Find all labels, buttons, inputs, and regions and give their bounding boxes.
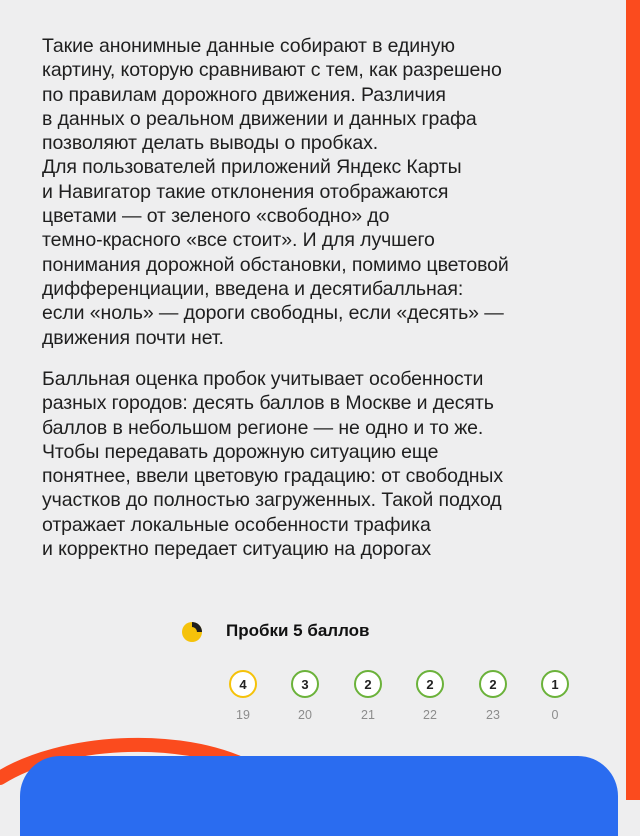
score-badge: 4	[229, 670, 257, 698]
article-paragraph-2: Балльная оценка пробок учитывает особенности разных городов: десять баллов в Москве и десять баллов в небольшом регионе — не одно и то же. Чтобы передавать дорожную ситуацию еще понятнее, ввели цветовую градацию: от свободных участков до полностью загруженных. Такой подход отражает локальные особенности трафика и корректно передает ситуацию на дорогах	[42, 368, 503, 561]
hour-label: 21	[361, 708, 375, 722]
hour-label: 0	[551, 708, 559, 722]
forecast-item	[410, 670, 450, 722]
forecast-item	[348, 670, 388, 722]
forecast-item	[535, 670, 575, 722]
forecast-item	[285, 670, 325, 722]
bottom-blue-card	[20, 756, 618, 836]
score-badge: 2	[479, 670, 507, 698]
traffic-score-title: Пробки 5 баллов	[226, 621, 370, 640]
traffic-light-icon	[180, 620, 204, 644]
article-paragraph-1: Такие анонимные данные собирают в единую картину, которую сравнивают с тем, как разрешено по правилам дорожного движения. Различия в данных о реальном движении и данных графа позволяют делать выводы о пробках. Для пользователей приложений Яндекс Карты и Навигатор такие отклонения отображаются цветами — от зеленого «свободно» до темно-красного «все стоит». И для лучшего понимания дорожной обстановки, помимо цветовой дифференциации, введена и десятибалльная: если «ноль» — дороги свободны, если «десять» — движения почти нет.	[42, 35, 509, 349]
hour-label: 23	[486, 708, 500, 722]
hour-label: 19	[236, 708, 250, 722]
score-badge: 2	[416, 670, 444, 698]
forecast-item	[473, 670, 513, 722]
score-badge: 2	[354, 670, 382, 698]
score-badge: 3	[291, 670, 319, 698]
score-badge: 1	[541, 670, 569, 698]
hour-label: 20	[298, 708, 312, 722]
forecast-item	[223, 670, 263, 722]
hour-label: 22	[423, 708, 437, 722]
right-accent-stripe	[626, 0, 640, 800]
